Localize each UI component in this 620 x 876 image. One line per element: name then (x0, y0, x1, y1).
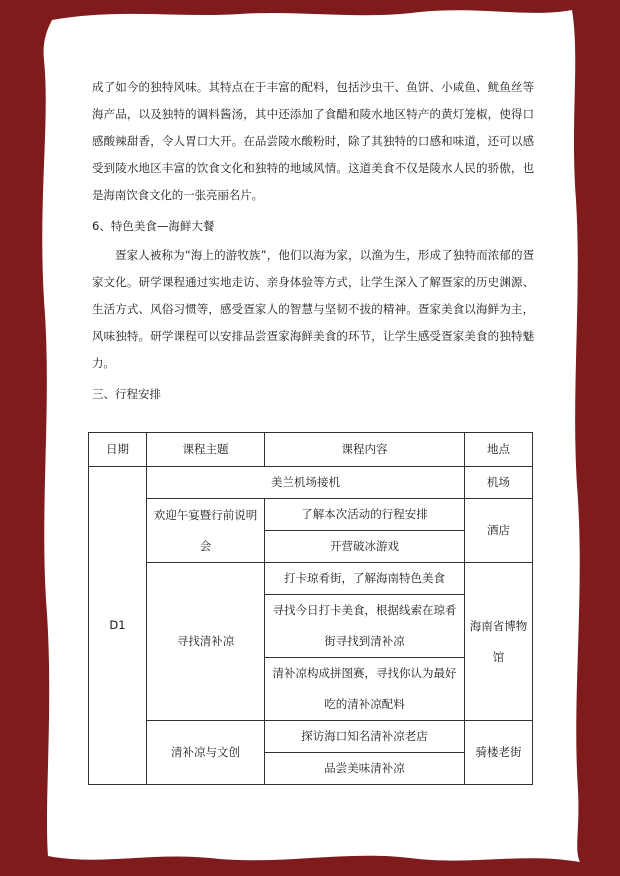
welcome-place-cell: 酒店 (465, 499, 533, 563)
header-place: 地点 (465, 433, 533, 467)
airport-content-cell: 美兰机场接机 (147, 467, 465, 499)
search-place-cell: 海南省博物馆 (465, 563, 533, 721)
table-row (89, 563, 533, 595)
welcome-content-cell: 开营破冰游戏 (265, 531, 465, 563)
paragraph-suanfen: 成了如今的独特风味。其特点在于丰富的配料，包括沙虫干、鱼饼、小咸鱼、鱿鱼丝等海产品，以及独特的调料酱汤，其中还添加了食醋和陵水地区特产的黄灯笼椒，使得口感酸辣甜香，令人胃口大开。在品尝陵水酸粉时，除了其独特的口感和味道，还可以感受到陵水地区丰富的饮食文化和独特的地域风情。这道美食不仅是陵水人民的骄傲，也是海南饮食文化的一张亮丽名片。 (92, 80, 534, 202)
culture-theme-cell: 清补凉与文创 (147, 721, 265, 785)
table-header-row (89, 433, 533, 467)
welcome-theme-cell: 欢迎午宴暨行前说明会 (147, 499, 265, 563)
search-theme-cell: 寻找清补凉 (147, 563, 265, 721)
table-row (89, 467, 533, 499)
search-content-cell: 清补凉构成拼图赛，寻找你认为最好吃的清补凉配料 (265, 658, 465, 721)
header-content: 课程内容 (265, 433, 465, 467)
search-content-cell: 寻找今日打卡美食，根据线索在琼肴街寻找到清补凉 (265, 595, 465, 658)
itinerary-table (88, 432, 533, 785)
culture-content-cell: 品尝美味清补凉 (265, 753, 465, 785)
culture-content-cell: 探访海口知名清补凉老店 (265, 721, 465, 753)
document-body (92, 74, 534, 410)
airport-place-cell: 机场 (465, 467, 533, 499)
day-cell: D1 (89, 467, 147, 785)
paragraph-danjia: 疍家人被称为“海上的游牧族”，他们以海为家，以渔为生，形成了独特而浓郁的疍家文化。研学课程通过实地走访、亲身体验等方式，让学生深入了解疍家的历史渊源、生活方式、风俗习惯等，感受疍家人的智慧与坚韧不拔的精神。疍家美食以海鲜为主，风味独特。研学课程可以安排品尝疍家海鲜美食的环节，让学生感受疍家美食的独特魅力。 (92, 248, 534, 370)
header-theme: 课程主题 (147, 433, 265, 467)
heading-section-6: 6、特色美食—海鲜大餐 (92, 219, 215, 233)
search-content-cell: 打卡琼肴街，了解海南特色美食 (265, 563, 465, 595)
culture-place-cell: 骑楼老街 (465, 721, 533, 785)
table-row (89, 721, 533, 753)
table-row (89, 499, 533, 531)
welcome-content-cell: 了解本次活动的行程安排 (265, 499, 465, 531)
header-date: 日期 (89, 433, 147, 467)
heading-itinerary: 三、行程安排 (92, 387, 161, 401)
